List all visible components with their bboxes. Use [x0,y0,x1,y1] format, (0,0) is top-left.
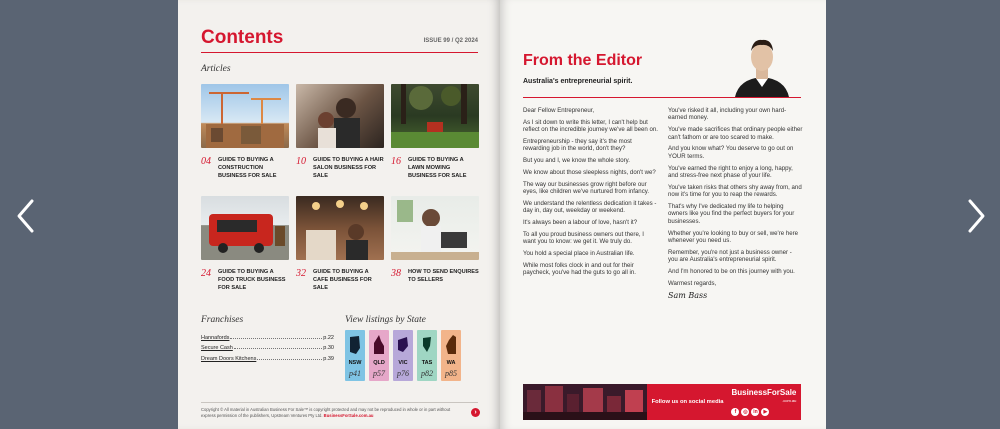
vic-map-icon [397,334,409,356]
state-wa-tile[interactable] [441,330,461,381]
article-thumbnail [296,84,384,148]
articles-heading: Articles [201,64,231,74]
article-title: GUIDE TO BUYING A FOOD TRUCK BUSINESS FOR SALE [218,269,286,291]
brand-domain: .com.au [782,397,797,403]
prev-page-button[interactable] [10,196,40,236]
article-page-number: 24 [201,268,211,279]
contents-page [178,0,500,429]
editor-portrait [725,33,799,97]
chevron-right-icon [966,198,988,234]
letter-paragraph: You hold a special place in Australian life. [523,250,635,258]
banner-image [523,384,647,420]
letter-paragraph: We know about those sleepless nights, don't we? [523,169,656,176]
state-page: p41 [349,369,361,378]
state-abbr: TAS [421,360,433,366]
article-thumbnail [296,196,384,260]
franchise-page: p.30 [323,345,334,351]
brand-name: BusinessForSale [731,387,797,397]
article-title: HOW TO SEND ENQUIRES TO SELLERS [408,269,479,283]
copyright-notice [201,407,463,419]
franchise-name: Dream Doors Kitchens [201,355,257,362]
franchise-page: p.39 [323,355,334,362]
letter-paragraph: Warmest regards, [668,279,717,287]
franchises-heading: Franchises [201,315,244,325]
article-item[interactable] [391,84,479,180]
article-item[interactable] [391,196,479,284]
state-page: p85 [445,369,457,378]
brand-logo [731,389,796,405]
state-page: p57 [373,369,385,378]
copyright-text: Copyright © All material in Australian Business For Sale™ is copyright protected and may not be reproduced in whole or in part without express permission of the publishers, Upstream Ventures Pty Ltd. [201,407,451,418]
divider [201,52,478,53]
follow-text: Follow us on social media [651,398,724,405]
article-item[interactable] [296,196,384,292]
article-thumbnail [391,84,479,148]
article-title: GUIDE TO BUYING A CONSTRUCTION BUSINESS FOR SALE [218,157,277,179]
editor-subtitle: Australia's entrepreneurial spirit. [523,78,633,85]
listings-heading: View listings by State [345,315,426,325]
wa-map-icon [445,334,457,356]
divider [523,97,801,98]
leader-dots [257,359,322,360]
letter-paragraph: You've risked it all, including your own hard-earned money. [668,107,787,122]
brand-block [731,389,796,416]
article-page-number: 04 [201,156,211,167]
state-tas-tile[interactable] [417,330,437,381]
social-banner[interactable] [523,384,801,420]
letter-paragraph: But you and I, we know the whole story. [523,157,630,165]
qld-map-icon [373,334,385,356]
franchise-name: Hannafords [201,334,230,341]
state-abbr: NSW [348,360,362,366]
letter-paragraph: Entrepreneurship - they say it's the most rewarding job in the world, don't they? [523,138,632,153]
article-page-number: 10 [296,156,306,167]
leader-dots [230,338,322,339]
state-page: p82 [421,369,433,378]
page-title: Contents [201,27,284,48]
letter-column-2 [668,107,803,303]
franchise-item[interactable] [201,330,334,341]
footer-divider [201,402,478,403]
state-listings [345,330,461,381]
letter-paragraph: The way our businesses grow right before our eyes, like children we've nurtured from infancy. [523,180,650,196]
editor-title: From the Editor [523,52,643,69]
state-qld-tile[interactable] [369,330,389,381]
state-abbr: QLD [373,360,385,366]
letter-paragraph: That's why I've dedicated my life to helping owners like you find the perfect buyers for your businesses. [668,203,795,225]
franchise-item[interactable] [201,341,334,352]
letter-paragraph: And you know what? You deserve to go out on YOUR terms. [668,145,794,160]
tas-map-icon [421,334,433,356]
facebook-icon[interactable]: f [731,408,739,416]
article-page-number: 38 [391,268,401,279]
arrow-right-icon[interactable]: › [471,408,480,417]
article-item[interactable] [201,196,289,292]
next-page-button[interactable] [962,196,992,236]
site-link[interactable]: BusinessForSale.com.au [323,413,374,418]
letter-paragraph: Dear Fellow Entrepreneur, [523,107,595,114]
editor-signature: Sam Bass [668,290,708,300]
leader-dots [234,348,322,349]
letter-paragraph: While most folks clock in and out for their paycheck, you've had the guts to go all in. [523,262,636,277]
state-page: p76 [397,369,409,378]
youtube-icon[interactable]: ▶ [761,408,769,416]
article-page-number: 32 [296,268,306,279]
nsw-map-icon [349,334,361,356]
editor-page [500,0,826,429]
state-abbr: VIC [398,360,408,366]
article-thumbnail [201,196,289,260]
article-thumbnail [391,196,479,260]
letter-paragraph: And I'm honored to be on this journey with you. [668,268,795,276]
chevron-left-icon [14,198,36,234]
article-page-number: 16 [391,156,401,167]
banner-cta [647,384,801,420]
state-nsw-tile[interactable] [345,330,365,381]
letter-paragraph: You've earned the right to enjoy a long, happy, and stress-free next phase of your life. [668,164,793,180]
magazine-spread [178,0,826,429]
franchise-item[interactable] [201,351,334,362]
letter-paragraph: As I sit down to write this letter, I can't help but reflect on the incredible journey we've all been on. [523,118,658,134]
article-title: GUIDE TO BUYING A LAWN MOWING BUSINESS FOR SALE [408,157,467,179]
letter-paragraph: We understand the relentless dedication it takes - day in, day out, weekday or weekend. [523,200,657,215]
article-thumbnail [201,84,289,148]
letter-column-1 [523,107,658,281]
instagram-icon[interactable]: ◎ [743,408,748,415]
state-abbr: WA [446,360,456,366]
letter-paragraph: You've made sacrifices that ordinary people either can't fathom or are too scared to make. [668,126,803,141]
letter-paragraph: It's always been a labour of love, hasn't it? [523,219,638,227]
franchise-page: p.22 [323,334,334,341]
letter-paragraph: You've taken risks that others shy away from, and now it's time for you to reap the rewards. [668,183,802,199]
franchise-list [201,330,334,362]
social-icons [731,408,796,416]
linkedin-icon[interactable]: in [753,408,758,415]
state-vic-tile[interactable] [393,330,413,381]
article-item[interactable] [296,84,384,180]
article-title: GUIDE TO BUYING A HAIR SALON BUSINESS FOR SALE [313,157,384,179]
article-item[interactable] [201,84,289,180]
issue-label: ISSUE 99 / Q2 2024 [423,38,478,44]
article-title: GUIDE TO BUYING A CAFE BUSINESS FOR SALE [313,269,372,291]
letter-paragraph: Whether you're looking to buy or sell, we're here whenever you need us. [668,229,799,245]
letter-paragraph: To all you proud business owners out there, I want you to know: we get it. We truly do. [523,231,644,246]
letter-paragraph: Remember, you're not just a business owner - you are Australia's entrepreneurial spirit. [668,248,792,264]
franchise-name: Secure Cash [201,345,233,351]
